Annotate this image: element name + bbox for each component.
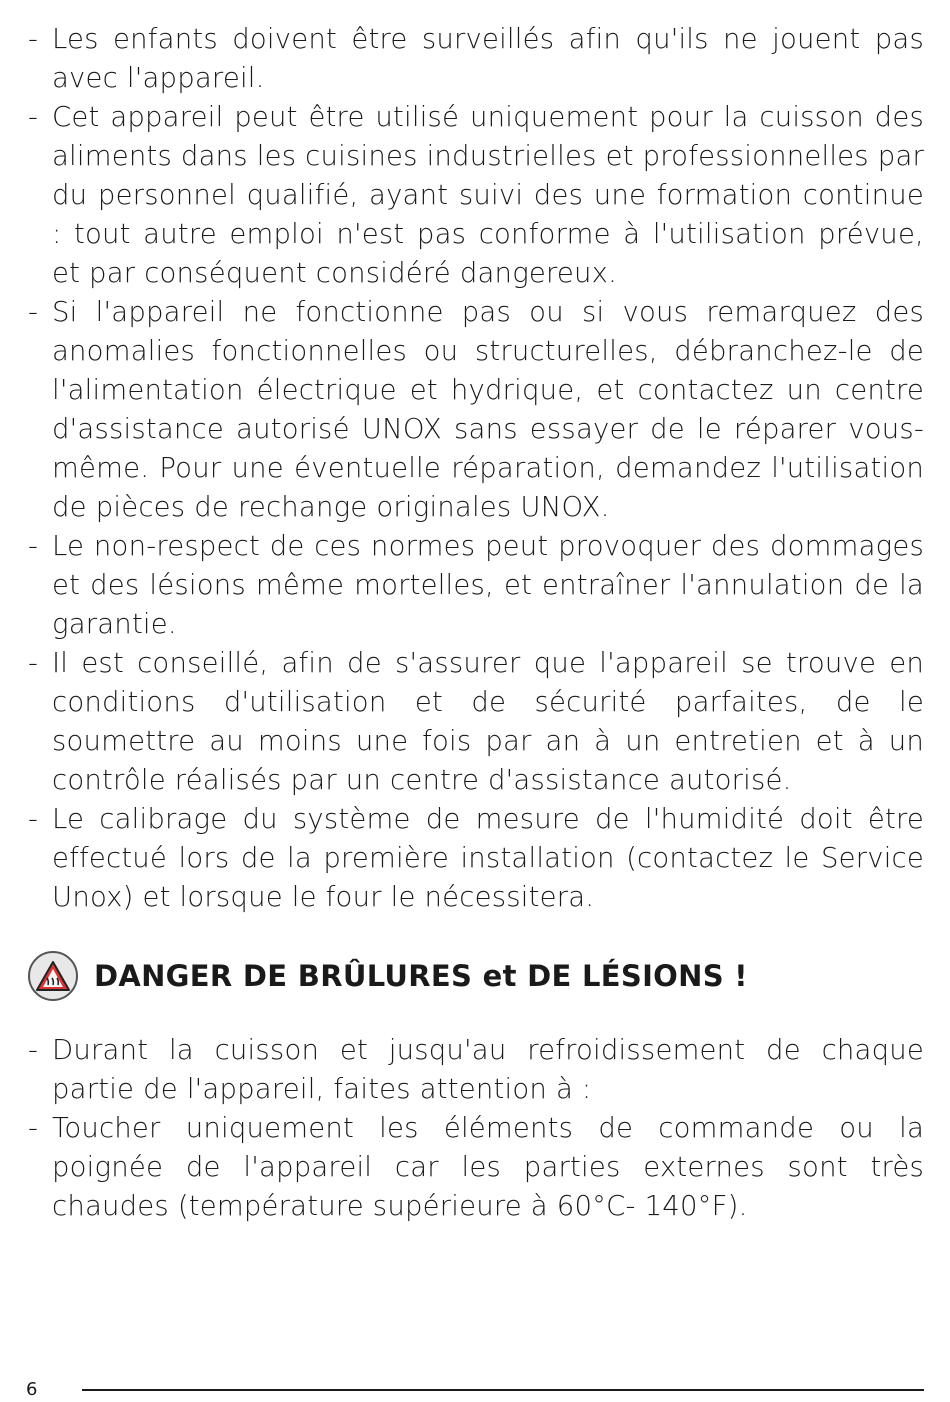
list-dash: - — [28, 803, 39, 835]
warning-triangle-icon — [35, 960, 71, 992]
page-footer — [26, 1378, 924, 1402]
list-item-text: Le calibrage du système de mesure de l'humidité doit être effectué lors de la première installation (contactez le Service Unox) et lorsque le four le nécessitera. — [52, 803, 924, 913]
list-dash: - — [28, 101, 39, 133]
list-dash: - — [28, 1034, 39, 1066]
list-item-text: Le non-respect de ces normes peut provoquer des dommages et des lésions même mortelles, et entraîner l'annulation de la garantie. — [52, 530, 924, 640]
page-content — [28, 20, 924, 1226]
list-item-text: Cet appareil peut être utilisé uniquement pour la cuisson des aliments dans les cuisines industrielles et professionnelles par du personnel qualifié, ayant suivi des une formation continue : tout autre emploi n'est pas conforme à l'utilisation prévue, et par conséquent considéré dangereux. — [52, 101, 924, 289]
list-dash: - — [28, 647, 39, 679]
list-item — [28, 1109, 924, 1226]
page-number: 6 — [26, 1379, 38, 1400]
list-item-text: Il est conseillé, afin de s'assurer que l'appareil se trouve en conditions d'utilisation et de sécurité parfaites, de le soumettre au moins une fois par an à un entretien et à un contrôle réalisés par un centre d'assistance autorisé. — [52, 647, 924, 796]
burn-warning-list — [28, 1031, 924, 1226]
danger-heading — [28, 951, 924, 1001]
list-item — [28, 1031, 924, 1109]
list-item — [28, 644, 924, 800]
safety-list — [28, 20, 924, 917]
hot-surface-warning-icon — [28, 951, 78, 1001]
list-item — [28, 527, 924, 644]
list-dash: - — [28, 296, 39, 328]
list-item-text: Durant la cuisson et jusqu'au refroidissement de chaque partie de l'appareil, faites attention à : — [52, 1034, 924, 1105]
list-item — [28, 293, 924, 527]
list-dash: - — [28, 1112, 39, 1144]
list-item — [28, 20, 924, 98]
list-item-text: Si l'appareil ne fonctionne pas ou si vous remarquez des anomalies fonctionnelles ou structurelles, débranchez-le de l'alimentation électrique et hydrique, et contactez un centre d'assistance autorisé UNOX sans essayer de le réparer vous-même. Pour une éventuelle réparation, demandez l'utilisation de pièces de rechange originales UNOX. — [52, 296, 924, 523]
danger-title: DANGER DE BRÛLURES et DE LÉSIONS ! — [94, 959, 748, 993]
list-item-text: Les enfants doivent être surveillés afin qu'ils ne jouent pas avec l'appareil. — [52, 23, 924, 94]
list-item — [28, 800, 924, 917]
list-dash: - — [28, 530, 39, 562]
list-item — [28, 98, 924, 293]
footer-rule — [82, 1389, 924, 1391]
list-dash: - — [28, 23, 39, 55]
list-item-text: Toucher uniquement les éléments de commande ou la poignée de l'appareil car les parties externes sont très chaudes (température supérieure à 60°C- 140°F). — [52, 1112, 924, 1222]
